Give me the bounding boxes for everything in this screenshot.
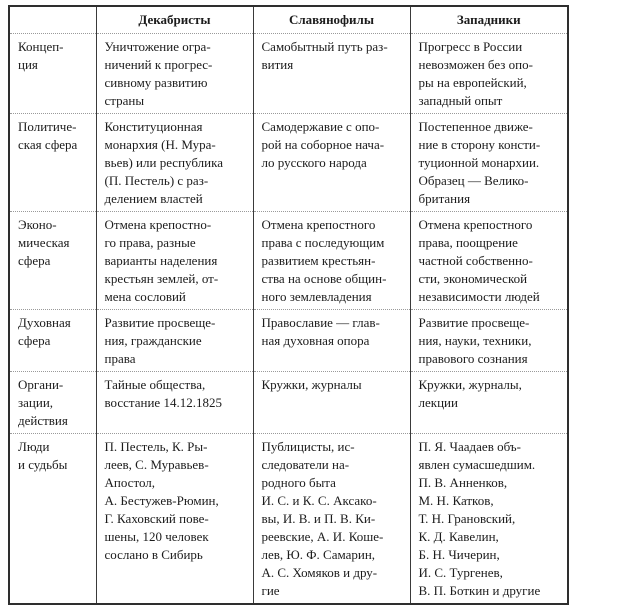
col-header-slavyanofily: Славянофилы	[253, 6, 410, 33]
col-header-dekabristy: Декабристы	[96, 6, 253, 33]
table-cell: Уничтожение огра- ничений к прогрес- сивному развитию страны	[96, 33, 253, 113]
table-cell: Развитие просвеще- ния, науки, техники, правового сознания	[410, 309, 568, 371]
table-cell: П. Пестель, К. Ры- леев, С. Муравьев- Апостол, А. Бестужев-Рюмин, Г. Каховский пове- шены, 120 человек сослано в Сибирь	[96, 433, 253, 604]
row-label: Органи- зации, действия	[9, 371, 96, 433]
table-cell: Прогресс в России невозможен без опо- ры на европейский, западный опыт	[410, 33, 568, 113]
table-row-concept	[9, 33, 568, 113]
table-cell: Постепенное движе- ние в сторону консти- туционной монархии. Образец — Велико- британия	[410, 113, 568, 211]
table-cell: Кружки, журналы, лекции	[410, 371, 568, 433]
row-label: Эконо- мическая сфера	[9, 211, 96, 309]
table-cell: Публицисты, ис- следователи на- родного быта И. С. и К. С. Аксако- вы, И. В. и П. В. Ки- реевские, А. И. Коше- лев, Ю. Ф. Самарин, А. С. Хомяков и дру- гие	[253, 433, 410, 604]
table-row-economic	[9, 211, 568, 309]
table-row-political	[9, 113, 568, 211]
row-label: Люди и судьбы	[9, 433, 96, 604]
table-cell: Отмена крепостного права с последующим развитием крестьян- ства на основе общин- ного землевладения	[253, 211, 410, 309]
col-header-zapadniki: Западники	[410, 6, 568, 33]
table-cell: Конституционная монархия (Н. Мура- вьев) или республика (П. Пестель) с раз- делением властей	[96, 113, 253, 211]
header-row	[9, 6, 568, 33]
table-cell: Самобытный путь раз- вития	[253, 33, 410, 113]
row-label: Политиче- ская сфера	[9, 113, 96, 211]
table-cell: Отмена крепостно- го права, разные варианты наделения крестьян землей, от- мена сословий	[96, 211, 253, 309]
table-cell: Кружки, журналы	[253, 371, 410, 433]
table-cell: П. Я. Чаадаев объ- явлен сумасшедшим. П. В. Анненков, М. Н. Катков, Т. Н. Грановский, К. Д. Кавелин, Б. Н. Чичерин, И. С. Тургенев, В. П. Боткин и другие	[410, 433, 568, 604]
table-cell: Самодержавие с опо- рой на соборное нача- ло русского народа	[253, 113, 410, 211]
table-row-organizations	[9, 371, 568, 433]
row-label: Духовная сфера	[9, 309, 96, 371]
corner-cell	[9, 6, 96, 33]
comparison-table	[8, 5, 569, 605]
table-cell: Православие — глав- ная духовная опора	[253, 309, 410, 371]
table-cell: Развитие просвеще- ния, гражданские права	[96, 309, 253, 371]
table-row-spiritual	[9, 309, 568, 371]
table-cell: Отмена крепостного права, поощрение частной собственно- сти, экономической независимости людей	[410, 211, 568, 309]
row-label: Концеп- ция	[9, 33, 96, 113]
table-cell: Тайные общества, восстание 14.12.1825	[96, 371, 253, 433]
table-row-people	[9, 433, 568, 604]
